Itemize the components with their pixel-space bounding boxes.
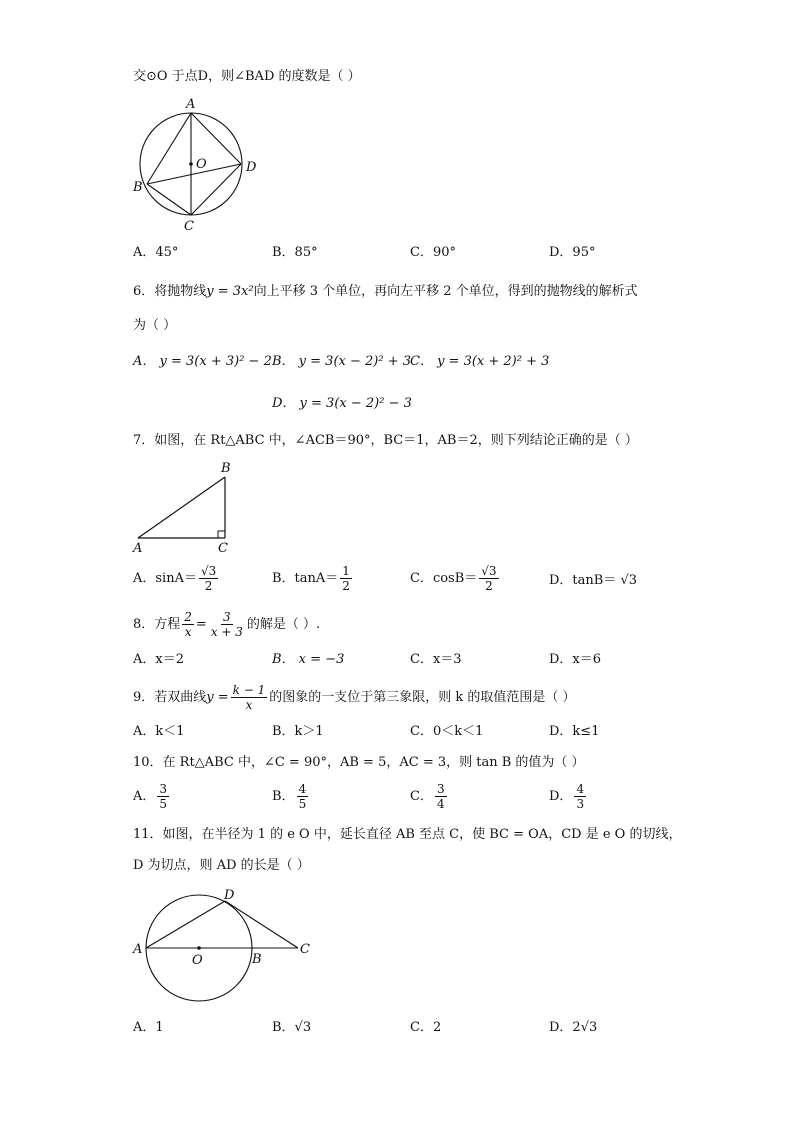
q8-option-a: A．x＝2 — [133, 652, 184, 667]
q8-option-c: C．x＝3 — [410, 652, 462, 667]
q11-stem: 11．如图，在半径为 1 的 e O 中，延长直径 AB 至点 C，使 BC = OA，CD 是 e O 的切线， — [133, 827, 682, 842]
q11-label-a: A — [133, 942, 143, 957]
q11-label-d: D — [224, 888, 235, 903]
q7-option-a: A．sinA＝ $\frac{√3}{2}$ — [133, 564, 217, 593]
q6-stem-prefix: 6．将抛物线 — [133, 284, 207, 299]
q9-option-c: C．0＜k＜1 — [410, 724, 484, 739]
q8-option-b: B． x = −3 — [272, 652, 345, 667]
q5-label-o: O — [196, 157, 207, 172]
q10-option-d: D． $\frac{4}{3}$ — [549, 782, 585, 811]
q7-option-c: C．cosB＝ $\frac{√3}{2}$ — [410, 564, 497, 593]
q7-label-b: B — [221, 461, 231, 476]
q9-stem: 9．若双曲线y = $\frac{k - 1}{x}$ 的图象的一支位于第三象限，则 k 的取值范围是（ ） — [133, 683, 576, 712]
q9-option-d: D．k≤1 — [549, 724, 600, 739]
q6-option-b: B． y = 3(x − 2)² + 3 — [272, 354, 412, 369]
q10-option-c: C． $\frac{3}{4}$ — [410, 782, 445, 811]
q7-label-c: C — [218, 541, 228, 556]
q6-stem-suffix: 向上平移 3 个单位，再向左平移 2 个单位，得到的抛物线的解析式 — [253, 284, 638, 299]
q5-option-b: B．85° — [272, 245, 318, 260]
q10-option-a: A． $\frac{3}{5}$ — [133, 782, 168, 811]
q11-option-d: D．2√3 — [549, 1020, 598, 1035]
q6-option-a: A． y = 3(x + 3)² − 2 — [133, 354, 272, 369]
q11-label-c: C — [300, 942, 310, 957]
q5-label-a: A — [186, 97, 196, 112]
q5-label-c: C — [184, 219, 194, 234]
q5-label-b: B — [133, 180, 143, 195]
q9-option-b: B．k＞1 — [272, 724, 324, 739]
q5-option-d: D．95° — [549, 245, 596, 260]
q11-label-b: B — [252, 952, 262, 967]
q11-option-a: A．1 — [133, 1020, 164, 1035]
q10-option-b: B． $\frac{4}{5}$ — [272, 782, 307, 811]
q7-stem: 7．如图，在 Rt△ABC 中，∠ACB＝90°，BC＝1，AB＝2，则下列结论正确的是（ ） — [133, 433, 638, 448]
q9-option-a: A．k＜1 — [133, 724, 185, 739]
q11-stem-line2: D 为切点，则 AD 的长是（ ） — [133, 858, 310, 873]
q6-option-c: C． y = 3(x + 2)² + 3 — [410, 354, 550, 369]
q6-stem-line2: 为（ ） — [133, 318, 177, 333]
q11-figure — [128, 882, 328, 1007]
q10-stem: 10．在 Rt△ABC 中，∠C = 90°，AB = 5，AC = 3，则 tan B 的值为（ ） — [133, 755, 585, 770]
q7-label-a: A — [133, 541, 143, 556]
q6-function: y = 3x² — [206, 284, 254, 299]
q6-option-d: D． y = 3(x − 2)² − 3 — [272, 396, 412, 411]
q8-stem: 8．方程 $\frac{2}{x}$ = $\frac{3}{x + 3}$ 的解是（ ）. — [133, 610, 321, 639]
q7-option-b: B．tanA＝ $\frac{1}{2}$ — [272, 564, 350, 593]
q5-label-d: D — [246, 160, 257, 175]
q11-label-o: O — [192, 953, 203, 968]
q8-option-d: D．x＝6 — [549, 652, 602, 667]
q11-option-b: B．√3 — [272, 1020, 312, 1035]
q7-figure — [128, 458, 248, 558]
q11-option-c: C．2 — [410, 1020, 442, 1035]
q5-option-a: A．45° — [133, 245, 179, 260]
q6-stem — [133, 283, 638, 301]
q5-option-c: C．90° — [410, 245, 456, 260]
q5-figure — [128, 94, 268, 234]
q7-option-d: D．tanB＝ √3 — [549, 573, 638, 588]
q5-stem: 交⊙O 于点D，则∠BAD 的度数是（ ） — [133, 69, 361, 84]
